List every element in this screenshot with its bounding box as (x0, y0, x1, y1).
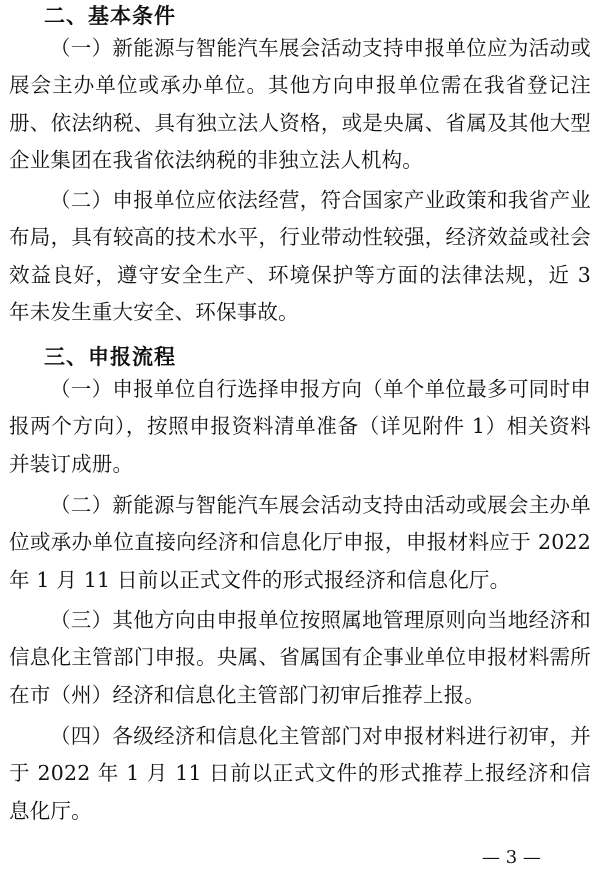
section-heading-application-process: 三、申报流程 (44, 345, 176, 369)
paragraph-basic-conditions-1: （一）新能源与智能汽车展会活动支持申报单位应为活动或展会主办单位或承办单位。其他方向申报单位需在我省登记注册、依法纳税、具有独立法人资格，或是央属、省属及其他大型企业集团在我省依法纳税的非独立法人机构。 (9, 36, 591, 172)
paragraph-process-1: （一）申报单位自行选择申报方向（单个单位最多可同时申报两个方向），按照申报资料清单准备（详见附件 1）相关资料并装订成册。 (9, 377, 591, 476)
page-number: — 3 — (482, 847, 541, 868)
paragraph-process-2: （二）新能源与智能汽车展会活动支持由活动或展会主办单位或承办单位直接向经济和信息化厅申报，申报材料应于 2022 年 1 月 11 日前以正式文件的形式报经济和信息化厅。 (9, 493, 591, 592)
paragraph-process-3: （三）其他方向由申报单位按照属地管理原则向当地经济和信息化主管部门申报。央属、省属国有企事业单位申报材料需所在市（州）经济和信息化主管部门初审后推荐上报。 (9, 608, 591, 707)
section-heading-basic-conditions: 二、基本条件 (44, 4, 176, 28)
paragraph-basic-conditions-2: （二）申报单位应依法经营，符合国家产业政策和我省产业布局，具有较高的技术水平，行业带动性较强，经济效益或社会效益良好，遵守安全生产、环境保护等方面的法律法规，近 3 年未发生重大安全、环保事故。 (9, 188, 591, 324)
paragraph-process-4: （四）各级经济和信息化主管部门对申报材料进行初审，并于 2022 年 1 月 11 日前以正式文件的形式推荐上报经济和信息化厅。 (9, 724, 591, 823)
